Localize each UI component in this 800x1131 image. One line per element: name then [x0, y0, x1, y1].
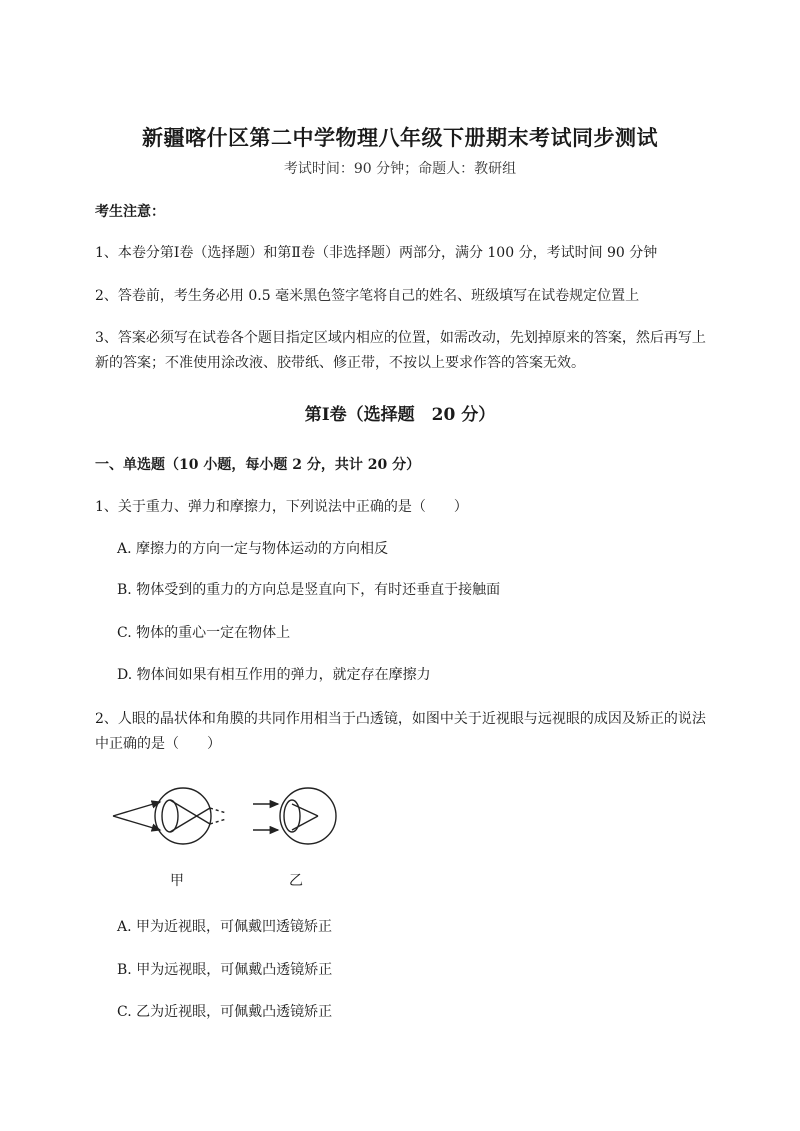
figure-label-yi: 乙	[289, 873, 303, 889]
notice-item-1: 1、本卷分第Ⅰ卷（选择题）和第Ⅱ卷（非选择题）两部分，满分 100 分，考试时间 90 分钟	[95, 245, 658, 261]
section-title: 第Ⅰ卷（选择题 20 分）	[304, 405, 496, 425]
question-1-stem: 1、关于重力、弹力和摩擦力，下列说法中正确的是（ ）	[95, 499, 468, 515]
eye-diagram	[108, 786, 358, 896]
notice-heading: 考生注意：	[95, 204, 165, 220]
page-title: 新疆喀什区第二中学物理八年级下册期末考试同步测试	[142, 125, 658, 150]
eye-yi-diagram	[253, 788, 336, 844]
question-1-option-d: D. 物体间如果有相互作用的弹力，就定存在摩擦力	[117, 667, 431, 683]
notice-item-3: 3、答案必须写在试卷各个题目指定区域内相应的位置，如需改动，先划掉原来的答案，然后再写上新的答案；不准使用涂改液、胶带纸、修正带，不按以上要求作答的答案无效。	[95, 330, 706, 371]
question-2-option-c: C. 乙为近视眼，可佩戴凸透镜矫正	[117, 1004, 333, 1020]
question-2-option-a: A. 甲为近视眼，可佩戴凹透镜矫正	[117, 919, 333, 935]
notice-item-2: 2、答卷前，考生务必用 0.5 毫米黑色签字笔将自己的姓名、班级填写在试卷规定位置上	[95, 288, 640, 304]
question-1-option-c: C. 物体的重心一定在物体上	[117, 625, 291, 641]
exam-info: 考试时间：90 分钟；命题人：教研组	[283, 161, 517, 177]
figure-label-jia: 甲	[170, 873, 184, 889]
question-1-option-b: B. 物体受到的重力的方向总是竖直向下，有时还垂直于接触面	[117, 582, 501, 598]
eye-jia-diagram	[113, 788, 226, 844]
question-2-stem: 2、人眼的晶状体和角膜的共同作用相当于凸透镜，如图中关于近视眼与远视眼的成因及矫正的说法中正确的是（ ）	[95, 711, 706, 752]
question-1-option-a: A. 摩擦力的方向一定与物体运动的方向相反	[117, 541, 389, 557]
part-heading: 一、单选题（10 小题，每小题 2 分，共计 20 分）	[95, 457, 421, 473]
question-2-option-b: B. 甲为远视眼，可佩戴凸透镜矫正	[117, 962, 333, 978]
